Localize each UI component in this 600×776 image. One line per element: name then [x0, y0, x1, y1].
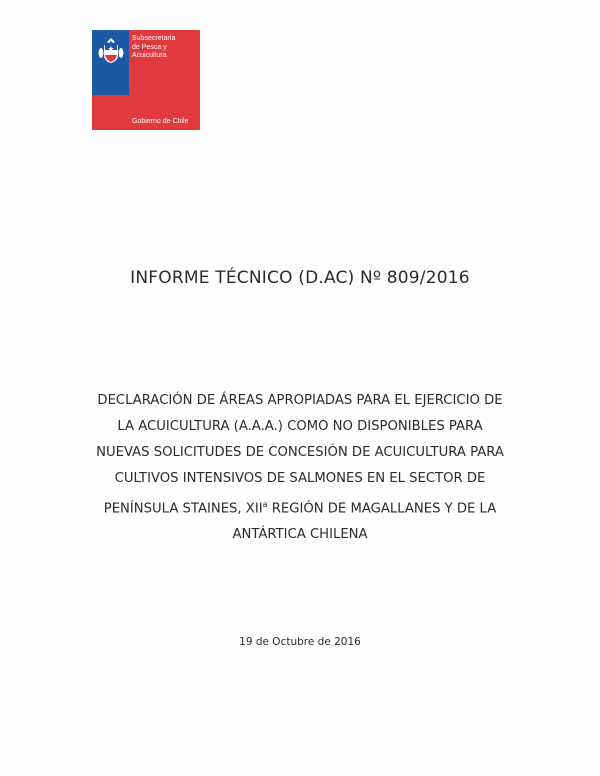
logo-org-line-2: de Pesca y — [132, 43, 167, 51]
subject-line-4: CULTIVOS INTENSIVOS DE SALMONES EN EL SECTOR DE — [114, 471, 486, 486]
subject-line-3: NUEVAS SOLICITUDES DE CONCESIÓN DE ACUICULTURA PARA — [96, 445, 504, 460]
ordinal-superscript: a — [262, 500, 268, 509]
coat-of-arms-icon — [95, 35, 127, 65]
report-subject — [80, 388, 520, 548]
subject-line-6: ANTÁRTICA CHILENA — [232, 527, 368, 543]
logo-org-line-3: Acuicultura — [132, 52, 167, 59]
subject-line-2: LA ACUICULTURA (A.A.A.) COMO NO DISPONIBLES PARA — [117, 419, 483, 434]
report-date: 19 de Octubre de 2016 — [239, 636, 361, 648]
logo-red-block-left — [92, 95, 129, 130]
logo-org-line-1: Subsecretaría — [132, 35, 176, 42]
report-title: INFORME TÉCNICO (D.AC) Nº 809/2016 — [130, 268, 470, 288]
subject-line-1: DECLARACIÓN DE ÁREAS APROPIADAS PARA EL EJERCICIO DE — [97, 393, 503, 408]
logo-org-name — [132, 35, 198, 61]
subject-line-5-part-1: PENÍNSULA STAINES, XII — [103, 501, 263, 517]
subject-line-5-part-2: REGIÓN DE MAGALLANES Y DE LA — [267, 501, 497, 517]
logo-footer: Gobierno de Chile — [132, 118, 189, 125]
subject-line-5 — [80, 492, 520, 522]
government-logo — [92, 30, 200, 130]
